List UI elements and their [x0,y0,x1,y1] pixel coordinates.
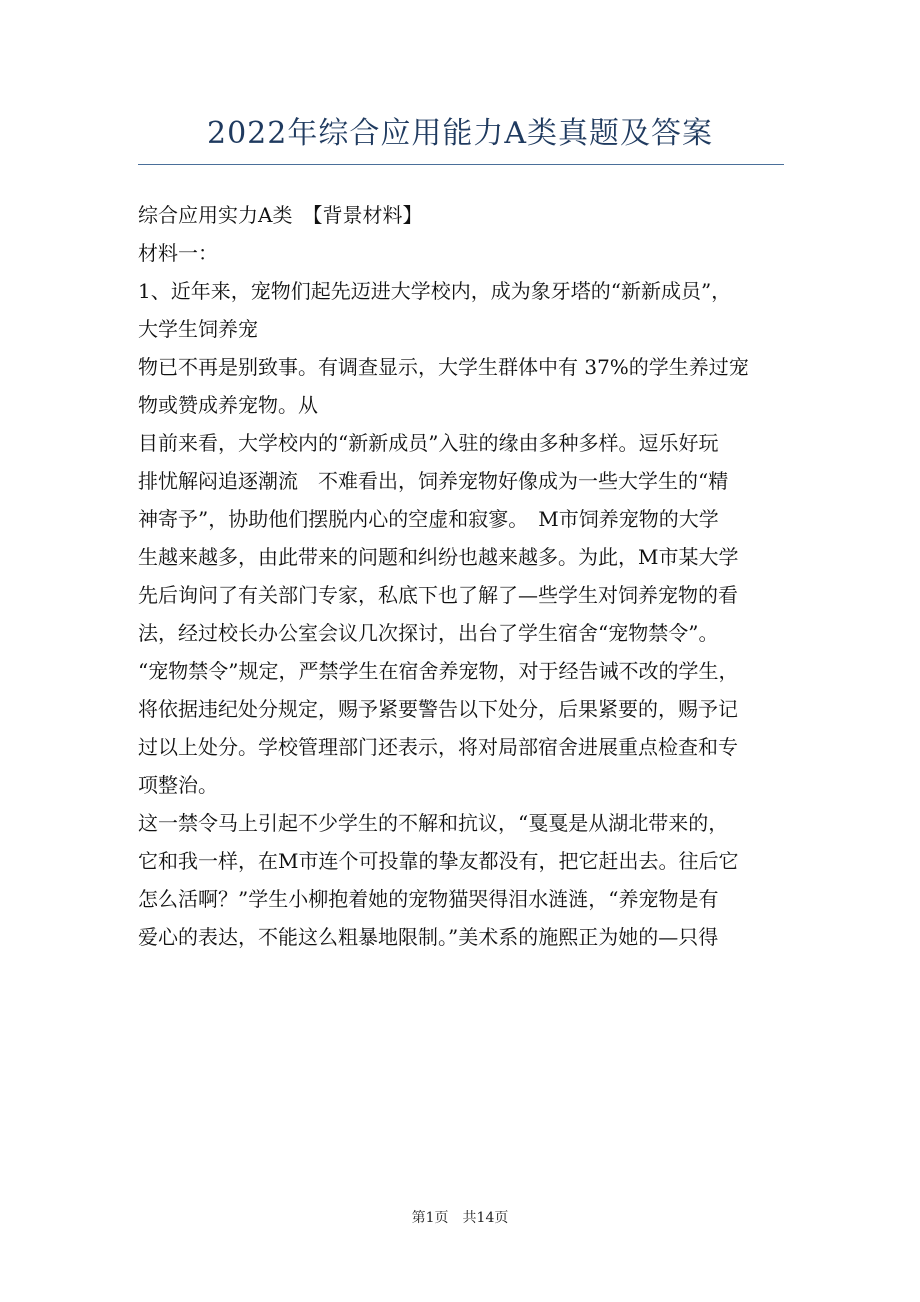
text-line: 神寄予”，协助他们摆脱内心的空虚和寂寥。 M市饲养宠物的大学 [138,507,719,531]
text-line: 综合应用实力A类 【背景材料】 [138,203,423,227]
text-line: 法，经过校长办公室会议几次探讨，出台了学生宿舍“宠物禁令”。 [138,621,719,645]
text-line: 爱心的表达，不能这么粗暴地限制。”美术系的施熙正为她的—只得 [138,925,719,949]
text-line: 生越来越多，由此带来的问题和纠纷也越来越多。为此，M市某大学 [138,545,739,569]
text-line: 项整治。 [138,773,218,797]
text-line: 1、近年来，宠物们起先迈进大学校内，成为象牙塔的“新新成员”， [138,279,732,303]
text-line: 物或赞成养宠物。从 [138,393,318,417]
text-line: 它和我一样，在M市连个可投靠的挚友都没有，把它赶出去。往后它 [138,849,739,873]
text-line: 材料一： [138,241,218,265]
title-underline [138,164,784,165]
page-total: 共14页 [462,1210,509,1226]
text-line: 先后询问了有关部门专家，私底下也了解了—些学生对饲养宠物的看 [138,583,738,607]
text-line: “宠物禁令”规定，严禁学生在宿舍养宠物，对于经告诫不改的学生， [138,659,739,683]
document-body [138,196,788,956]
page-footer [0,1208,920,1228]
text-line: 过以上处分。学校管理部门还表示，将对局部宿舍进展重点检查和专 [138,735,738,759]
text-line: 目前来看，大学校内的“新新成员”入驻的缘由多种多样。逗乐好玩 [138,431,719,455]
text-line: 将依据违纪处分规定，赐予紧要警告以下处分，后果紧要的，赐予记 [138,697,738,721]
text-line: 怎么活啊？”学生小柳抱着她的宠物猫哭得泪水涟涟，“养宠物是有 [138,887,719,911]
text-line: 物已不再是别致事。有调查显示，大学生群体中有 37%的学生养过宠 [138,355,749,379]
text-line: 排忧解闷追逐潮流 不难看出，饲养宠物好像成为一些大学生的“精 [138,469,729,493]
text-line: 这一禁令马上引起不少学生的不解和抗议，“戛戛是从湖北带来的， [138,811,729,835]
text-line: 大学生饲养宠 [138,317,258,341]
page-number: 第1页 [411,1210,449,1226]
document-title: 2022年综合应用能力A类真题及答案 [206,116,713,151]
